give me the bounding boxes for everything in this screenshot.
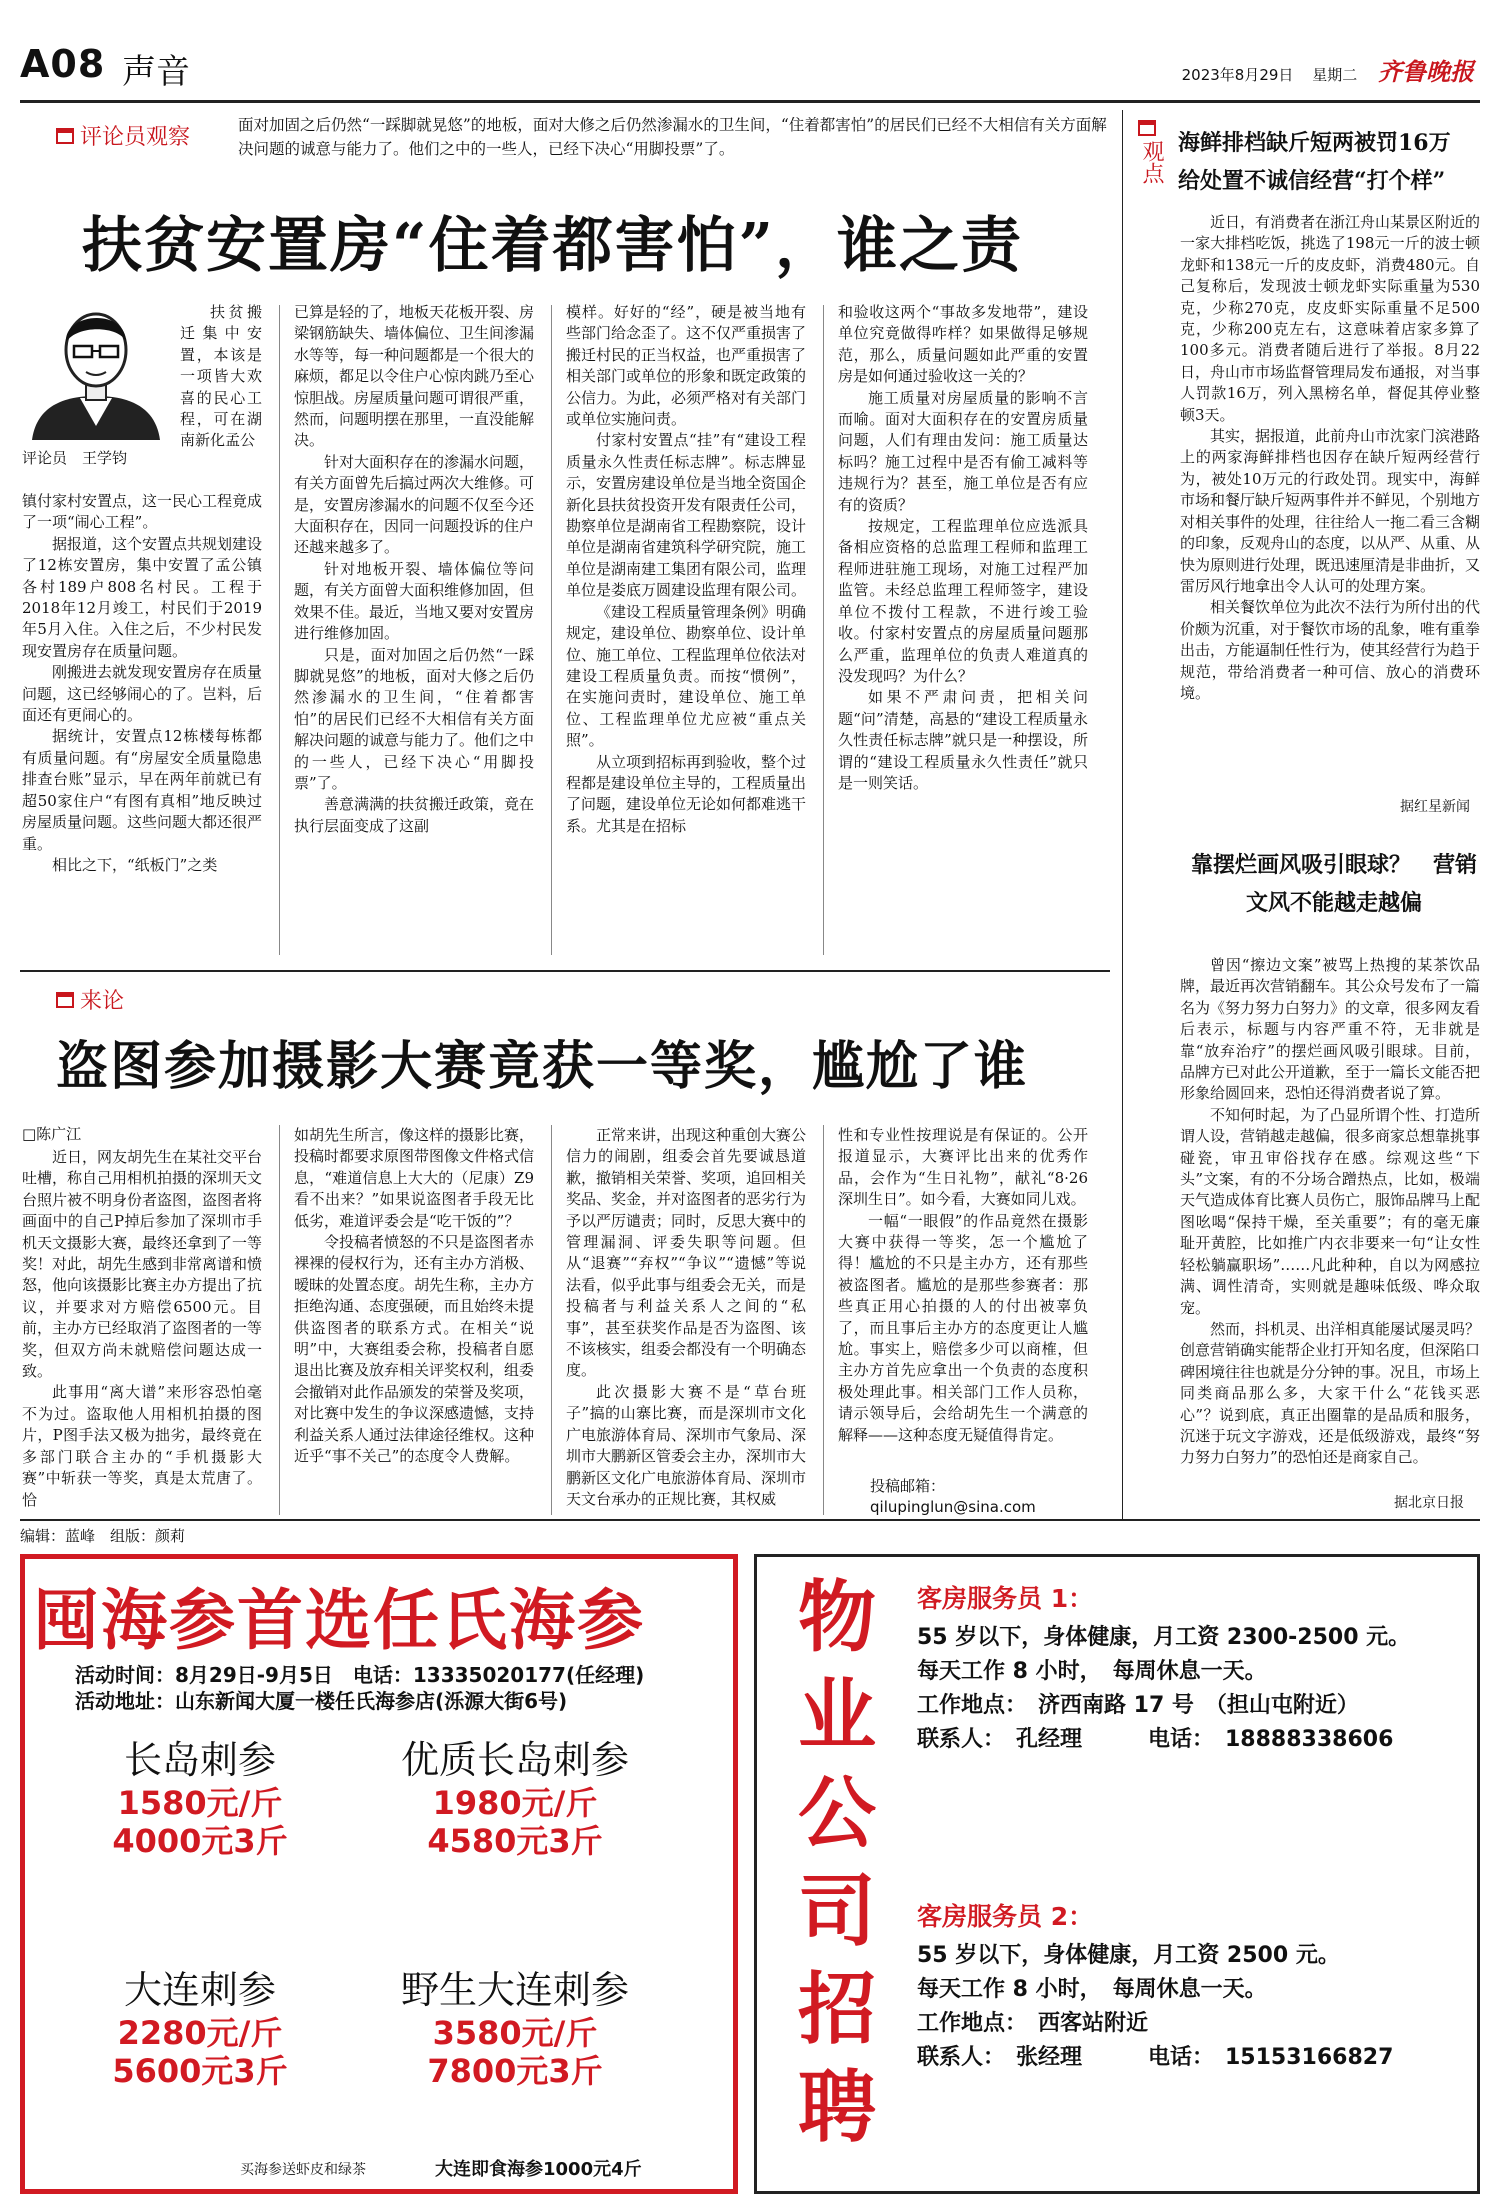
- author-portrait-icon: [22, 298, 170, 440]
- masthead-right: [1168, 52, 1474, 87]
- job-requirement: 55 岁以下，身体健康，月工资 2300-2500 元。: [917, 1625, 1411, 1650]
- column-divider: [551, 305, 552, 955]
- paragraph: 施工质量对房屋质量的影响不言而喻。面对大面积存在的安置房质量问题，人们有理由发问：施工质量达标吗？施工过程中是否有偷工减料等违规行为？甚至，施工单位是否有应有的资质？: [838, 388, 1088, 514]
- paragraph: 付家村安置点“挂”有“建设工程质量永久性责任标志牌”。标志牌显示，安置房建设单位是当地全资国企新化县扶贫投资开发有限责任公司，勘察单位是湖南省工程勘察院，设计单位是湖南省建筑科学研究院，施工单位是湖南建工集团有限公司，监理单位是娄底万圆建设监理有限公司。: [566, 431, 806, 600]
- paragraph: 相比之下，“纸板门”之类: [52, 855, 218, 874]
- product-card: [75, 1729, 325, 1860]
- sidebar-story1: [1180, 212, 1480, 812]
- title-char: 聘: [797, 2062, 876, 2153]
- sidebar-tag-label: 观点: [1139, 140, 1164, 184]
- article1-col4: [838, 302, 1088, 952]
- product-price: 4580元3斤: [427, 1822, 603, 1860]
- ad-note-instant: 大连即食海参1000元4斤: [435, 2159, 642, 2180]
- job-title: 客房服务员 1：: [917, 1584, 1094, 1613]
- job-listing-1: [917, 1579, 1467, 1757]
- paragraph: 一幅“一眼假”的作品竟然在摄影大赛中获得一等奖，怎一个尴尬了得！尴尬的不只是主办方，还有那些被盗图者。尴尬的是那些参赛者：那些真正用心拍摄的人的付出被辜负了，而且事后主办方的态度更让人尴尬。事实上，赔偿多少可以商榷，但主办方首先应拿出一个负责的态度积极处理此事。相关部门工作人员称，请示领导后，会给胡先生一个满意的解释——这种态度无疑值得肯定。: [838, 1211, 1088, 1444]
- paragraph: 扶贫搬迁集中安置，本该是一项皆大欢喜的民心工程，可在湖南新化孟公: [180, 303, 262, 450]
- article2-byline: □陈广江: [22, 1125, 82, 1143]
- section-name: 声音: [122, 52, 190, 92]
- issue-weekday: 星期二: [1312, 66, 1358, 84]
- sidebar-source2: 据北京日报: [1394, 1495, 1464, 1511]
- ad-title: 囤海参首选任氏海参: [33, 1581, 645, 1659]
- sidebar-divider: [1122, 110, 1123, 1520]
- job-hours: 每天工作 8 小时， 每周休息一天。: [917, 1977, 1267, 2002]
- job-location: 工作地点： 西客站附近: [917, 2011, 1149, 2036]
- article1-col2: [294, 302, 534, 952]
- paragraph: 镇付家村安置点，这一民心工程竟成了一项“闹心工程”。: [22, 492, 262, 532]
- article1-lead: 面对加固之后仍然“一踩脚就晃悠”的地板，面对大修之后仍然渗漏水的卫生间，“住着都害怕”的居民们已经不大相信有关方面解决问题的诚意与能力了。他们之中的一些人，已经下决心“用脚投票”了。: [238, 116, 1107, 158]
- job-title: 客房服务员 2：: [917, 1902, 1094, 1931]
- paragraph: 如果不严肃问责，把相关问题“问”清楚，高悬的“建设工程质量永久性责任标志牌”就只是一种摆设，所谓的“建设工程质量永久性责任”就只是一则笑话。: [838, 688, 1088, 792]
- product-price: 1580元/斤: [117, 1784, 283, 1822]
- paragraph: 近日，有消费者在浙江舟山某景区附近的一家大排档吃饭，挑选了198元一斤的波士顿龙虾和138元一斤的皮皮虾，消费480元。自己复称后，发现波士顿龙虾实际重量为530克，少称270克，皮皮虾实际重量不足500克，少称200克左右，这意味着店家多算了100多元。消费者随后进行了举报。8月22日，舟山市市场监督管理局发布通报，对当事人罚款16万，列入黑榜名单，督促其停业整顿3天。: [1180, 213, 1480, 424]
- paragraph: 近日，网友胡先生在某社交平台吐槽，称自己用相机拍摄的深圳天文台照片被不明身份者盗图，盗图者将画面中的自己P掉后参加了深圳市手机天文摄影大赛，最终还拿到了一等奖！对此，胡先生感到非常离谱和愤怒，他向该摄影比赛主办方提出了抗议，并要求对方赔偿6500元。目前，主办方已经取消了盗图者的一等奖，但双方尚未就赔偿问题达成一致。: [22, 1148, 262, 1381]
- paragraph: 如胡先生所言，像这样的摄影比赛，投稿时都要求原图带图像文件格式信息，“难道信息上大大的（尼康）Z9看不出来？”如果说盗图者手段无比低劣，难道评委会是“吃干饭的”？: [294, 1126, 534, 1230]
- column-divider: [823, 305, 824, 955]
- paragraph: 据统计，安置点12栋楼每栋都有质量问题。有“房屋安全质量隐患排查台账”显示，早在两年前就已有超50家住户“有图有真相”地反映过房屋质量问题。这些问题大都还很严重。: [22, 727, 262, 853]
- article2-col1: [22, 1147, 262, 1512]
- column-divider: [279, 1125, 280, 1515]
- sea-cucumber-ad: [20, 1554, 738, 2194]
- article1-col1: [22, 491, 262, 951]
- article1-byline: 评论员 王学钧: [22, 449, 128, 467]
- paragraph: 按规定，工程监理单位应选派具备相应资格的总监理工程师和监理工程师进驻施工现场，对施工过程严加监管。未经总监理工程师签字，建设单位不拨付工程款，不进行竣工验收。付家村安置点的房屋质量问题那么严重，监理单位的负责人难道真的没发现吗？为什么？: [838, 517, 1088, 685]
- job-contact: 联系人： 张经理 电话： 15153166827: [917, 2045, 1394, 2070]
- paragraph: 《建设工程质量管理条例》明确规定，建设单位、勘察单位、设计单位、施工单位、工程监理单位依法对建设工程质量负责。而按“惯例”，在实施问责时，建设单位、施工单位、工程监理单位尤应被“重点关照”。: [566, 602, 806, 750]
- author-photo: [22, 298, 170, 440]
- job-hours: 每天工作 8 小时， 每周休息一天。: [917, 1659, 1267, 1684]
- paragraph: 和验收这两个“事故多发地带”，建设单位究竟做得咋样？如果做得足够规范，那么，质量问题如此严重的安置房是如何通过验收这一关的？: [838, 303, 1088, 386]
- article2-col2: [294, 1125, 534, 1512]
- job-requirement: 55 岁以下，身体健康，月工资 2500 元。: [917, 1943, 1340, 1968]
- article2-tag: [56, 984, 124, 1015]
- contribute-email: 投稿邮箱：qilupinglun@sina.com: [870, 1477, 1036, 1516]
- paragraph: 善意满满的扶贫搬迁政策，竟在执行层面变成了这副: [294, 795, 534, 835]
- paragraph: 性和专业性按理说是有保证的。公开报道显示，大赛评比出来的优秀作品，会作为“生日礼物”，献礼“8·26深圳生日”。如今看，大赛如同儿戏。: [838, 1126, 1088, 1209]
- ad-note-gift: 买海参送虾皮和绿茶: [240, 2162, 366, 2178]
- ad-time: 活动时间：8月29日-9月5日 电话：13335020177(任经理): [75, 1663, 645, 1687]
- paragraph: 不知何时起，为了凸显所谓个性、打造所谓人设，营销越走越偏，很多商家总想靠挑事碰瓷，审丑审俗找存在感。综观这些“下头”文案，有的不分场合蹭热点，比如，极端天气造成体育比赛人员伤亡，服饰品牌马上配图吆喝“保持干燥，至关重要”；有的毫无廉耻开黄腔，比如推广内衣非要来一句“让女性轻松躺赢职场”……凡此种种，自以为网感拉满、调性清奇，实则就是趣味低级、哗众取宠。: [1180, 1105, 1480, 1317]
- issue-date: 2023年8月29日: [1181, 66, 1294, 84]
- product-price: 2280元/斤: [117, 2014, 283, 2052]
- sidebar-story2: [1180, 955, 1480, 1495]
- product-price: 5600元3斤: [112, 2052, 288, 2090]
- column-icon: [56, 992, 74, 1008]
- paragraph: 针对大面积存在的渗漏水问题，有关方面曾先后搞过两次大维修。可是，安置房渗漏水的问题不仅至今还大面积存在，因同一问题投诉的住户还越来越多了。: [294, 452, 534, 557]
- article1-col1-top: [180, 302, 262, 492]
- column-divider: [279, 305, 280, 955]
- title-char: 业: [797, 1670, 876, 1761]
- title-char: 公: [797, 1768, 876, 1859]
- footer-rule: [20, 1519, 1480, 1521]
- paragraph: 从立项到招标再到验收，整个过程都是建设单位主导的，工程质量出了问题，建设单位无论如何都难逃干系。尤其是在招标: [566, 752, 806, 835]
- paragraph: 相关餐饮单位为此次不法行为所付出的代价颇为沉重，对于餐饮市场的乱象，唯有重拳出击，方能逼制任性行为，使其经营行为趋于规范，带给消费者一种可信、放心的消费环境。: [1180, 598, 1480, 702]
- product-price: 3580元/斤: [432, 2014, 598, 2052]
- title-char: 物: [797, 1572, 876, 1663]
- recruit-vertical-title: [787, 1569, 887, 2157]
- recruitment-ad: [754, 1554, 1480, 2194]
- product-card: [365, 1959, 665, 2090]
- sidebar-title2: 靠摆烂画风吸引眼球？ 营销文风不能越走越偏: [1190, 852, 1477, 916]
- paragraph: 只是，面对加固之后仍然“一踩脚就晃悠”的地板，面对大修之后仍然渗漏水的卫生间，“住着都害怕”的居民们已经不大相信有关方面解决问题的诚意与能力了。他们之中的一些人，已经下决心“用脚投票”了。: [294, 645, 534, 792]
- product-name: 长岛刺参: [123, 1738, 276, 1782]
- sidebar-tag: [1138, 120, 1164, 191]
- page-number: A08: [20, 42, 106, 86]
- sidebar-title1: 海鲜排档缺斤短两被罚16万 给处置不诚信经营“打个样”: [1178, 130, 1473, 194]
- paragraph: 然而，抖机灵、出洋相真能屡试屡灵吗？创意营销确实能帮企业打开知名度，但深陷口碑困境往往也就是分分钟的事。况且，市场上同类商品那么多，大家干什么“花钱买恶心”？说到底，真正出圈靠的是品质和服务，沉迷于玩文字游戏，还是低级游戏，最终“努力努力白努力”的恐怕还是商家自己。: [1180, 1319, 1480, 1467]
- column-icon: [1138, 120, 1156, 136]
- product-price: 1980元/斤: [432, 1784, 598, 1822]
- article2-col4: [838, 1125, 1088, 1473]
- product-name: 优质长岛刺参: [400, 1738, 629, 1782]
- article1-title: 扶贫安置房“住着都害怕”，谁之责: [82, 211, 1024, 281]
- paragraph: 据报道，这个安置点共规划建设了12栋安置房，集中安置了孟公镇各村189户808名村民。工程于2018年12月竣工，村民们于2019年5月入住。入住之后，不少村民发现安置房存在质量问题。: [22, 534, 262, 660]
- paragraph: 模样。好好的“经”，硬是被当地有些部门给念歪了。这不仅严重损害了搬迁村民的正当权益，也严重损害了相关部门或单位的形象和既定政策的公信力。为此，必须严格对有关部门或单位实施问责。: [566, 303, 806, 429]
- column-divider: [823, 1125, 824, 1515]
- product-name: 野生大连刺参: [400, 1968, 629, 2012]
- newspaper-logo: 齐鲁晚报: [1378, 57, 1474, 86]
- product-card: [75, 1959, 325, 2090]
- job-location: 工作地点： 济西南路 17 号 （担山屯附近）: [917, 1693, 1359, 1718]
- sidebar-source1: 据红星新闻: [1400, 799, 1470, 815]
- paragraph: 其实，据报道，此前舟山市沈家门滨港路上的两家海鲜排档也因存在缺斤短两经营行为，被处10万元的行政处罚。现实中，海鲜市场和餐厅缺斤短两事件并不鲜见，个别地方对相关事件的处理，往往给人一拖二看三含糊的印象，反观舟山的态度，以从严、从重、从快为原则进行处理，既迅速厘清是非曲折，又雷厉风行地拿出令人认可的处理方案。: [1180, 427, 1480, 595]
- paragraph: 已算是轻的了，地板天花板开裂、房梁钢筋缺失、墙体偏位、卫生间渗漏水等等，每一种问题都是一个很大的麻烦，都足以令住户心惊肉跳乃至心惊胆战。房屋质量问题可谓很严重，然而，问题明摆在那里，一直没能解决。: [294, 303, 534, 450]
- product-name: 大连刺参: [123, 1968, 276, 2012]
- article1-tag: [56, 120, 190, 151]
- paragraph: 正常来讲，出现这种重创大赛公信力的闹剧，组委会首先要诚恳道歉，撤销相关荣誉、奖项，追回相关奖品、奖金，并对盗图者的恶劣行为予以严厉谴责；同时，反思大赛中的管理漏洞、评委失职等问题。但从“退赛”“弃权”“争议”“遗憾”等说法看，似乎此事与组委会无关，而是投稿者与利益关系人之间的“私事”，甚至获奖作品是否为盗图、该不该核实，组委会都没有一个明确态度。: [566, 1126, 806, 1380]
- column-icon: [56, 128, 74, 144]
- paragraph: 此事用“离大谱”来形容恐怕毫不为过。盗取他人用相机拍摄的图片，P图手法又极为拙劣，最终竟在多部门联合主办的“手机摄影大赛”中斩获一等奖，真是太荒唐了。恰: [22, 1383, 262, 1509]
- article2-col3: [566, 1125, 806, 1512]
- editor-credit: 编辑：蓝峰 组版：颜莉: [20, 1527, 186, 1545]
- article1-col3: [566, 302, 806, 952]
- title-char: 招: [797, 1964, 876, 2055]
- header-rule: [20, 100, 1480, 103]
- job-contact: 联系人： 孔经理 电话： 18888338606: [917, 1727, 1394, 1752]
- product-price: 7800元3斤: [427, 2052, 603, 2090]
- job-listing-2: [917, 1897, 1467, 2075]
- article2-title: 盗图参加摄影大赛竟获一等奖，尴尬了谁: [56, 1036, 1029, 1097]
- paragraph: 曾因“擦边文案”被骂上热搜的某茶饮品牌，最近再次营销翻车。其公众号发布了一篇名为《努力努力白努力》的文章，很多网友看后表示，标题与内容严重不符，无非就是靠“放弃治疗”的摆烂画风吸引眼球。目前，品牌方已对此公开道歉，至于一篇长文能否把形象给圆回来，恐怕还得消费者说了算。: [1180, 956, 1480, 1103]
- article2-tag-label: 来论: [80, 989, 125, 1014]
- product-price: 4000元3斤: [112, 1822, 288, 1860]
- column-divider: [551, 1125, 552, 1515]
- paragraph: 刚搬进去就发现安置房存在质量问题，这已经够闹心的了。岂料，后面还有更闹心的。: [22, 663, 262, 725]
- section-rule: [20, 970, 1110, 972]
- paragraph: 令投稿者愤怒的不只是盗图者赤裸裸的侵权行为，还有主办方消极、暧昧的处置态度。胡先生称，主办方拒绝沟通、态度强硬，而且始终未提供盗图者的联系方式。在相关“说明”中，大赛组委会称，投稿者自愿退出比赛及放弃相关评奖权利，组委会撤销对此作品颁发的荣誉及奖项，对比赛中发生的争议深感遗憾，支持利益关系人通过法律途径维权。这种近乎“事不关己”的态度令人费解。: [294, 1233, 534, 1466]
- paragraph: 此次摄影大赛不是“草台班子”搞的山寨比赛，而是深圳市文化广电旅游体育局、深圳市气象局、深圳市大鹏新区管委会主办，深圳市大鹏新区文化广电旅游体育局、深圳市天文台承办的正规比赛，其权威: [566, 1382, 806, 1508]
- article1-tag-label: 评论员观察: [80, 125, 191, 150]
- title-char: 司: [797, 1866, 876, 1957]
- product-card: [365, 1729, 665, 1860]
- paragraph: 针对地板开裂、墙体偏位等问题，有关方面曾大面积维修加固，但效果不佳。最近，当地又要对安置房进行维修加固。: [294, 559, 534, 643]
- ad-address: 活动地址：山东新闻大厦一楼任氏海参店(泺源大街6号): [75, 1689, 568, 1713]
